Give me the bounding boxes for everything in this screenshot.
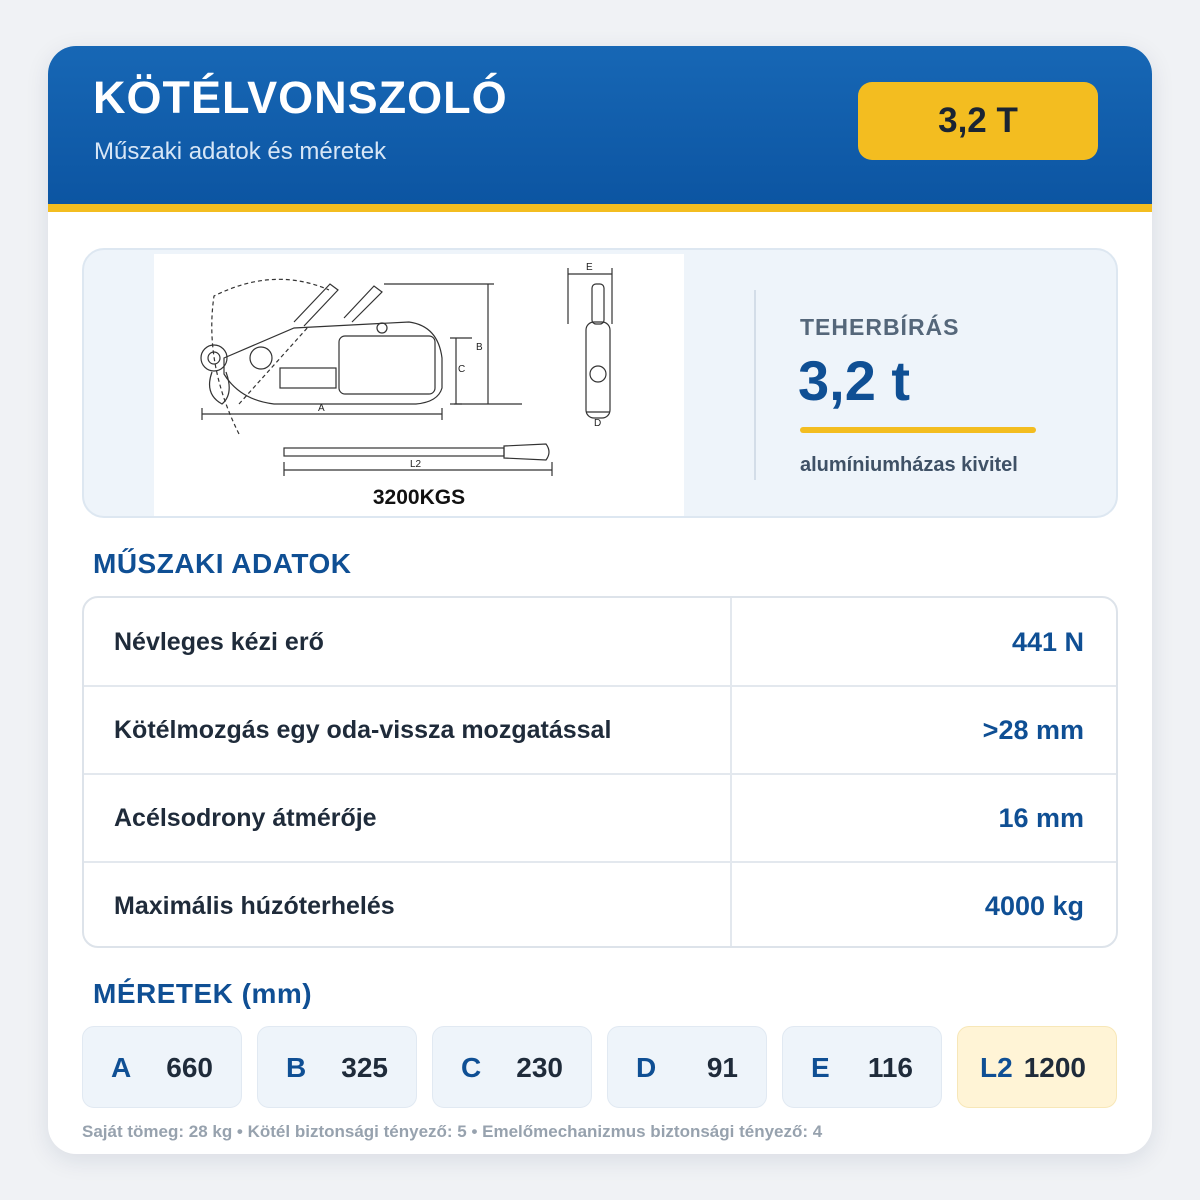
- drawing-caption: 3200KGS: [372, 486, 466, 509]
- dimension-chip-d: [607, 1026, 767, 1108]
- spec-value: >28 mm: [982, 715, 1084, 745]
- dimension-key: E: [811, 1052, 830, 1083]
- dimension-key: A: [111, 1052, 132, 1083]
- dimension-label-d: D: [594, 418, 602, 429]
- dimension-chip-c: [432, 1026, 592, 1108]
- dimension-value: 91: [706, 1052, 738, 1083]
- spec-label: Maximális húzóterhelés: [114, 892, 395, 920]
- dimension-key: C: [461, 1052, 482, 1083]
- lever-handle-2: [344, 286, 382, 322]
- lever-swing-arc: [212, 279, 329, 434]
- spec-label: Acélsodrony átmérője: [114, 804, 377, 832]
- dimensions-section-title: MÉRETEK (mm): [93, 978, 313, 1009]
- spec-value: 16 mm: [998, 803, 1084, 833]
- hoist-body: [224, 322, 442, 404]
- table-row: [84, 862, 1116, 948]
- capacity-underline: [800, 427, 1036, 433]
- body-panel: [339, 336, 435, 394]
- dimension-label-e: E: [586, 262, 593, 273]
- side-view-lever: [592, 284, 604, 324]
- dimension-chip-a: [82, 1026, 242, 1108]
- dimension-key: B: [286, 1052, 307, 1083]
- footnote: Saját tömeg: 28 kg • Kötél biztonsági tényező: 5 • Emelőmechanizmus biztonsági tényező: 4: [82, 1122, 823, 1141]
- dimension-chip-e: [782, 1026, 942, 1108]
- specs-section-title: MŰSZAKI ADATOK: [93, 548, 352, 579]
- side-view-pulley: [590, 366, 606, 382]
- swing-guide-line: [239, 326, 309, 404]
- dimension-key: D: [636, 1052, 657, 1083]
- hoist-drawing-svg: [154, 254, 684, 516]
- dimension-key: L2: [980, 1052, 1013, 1083]
- dimension-label-b: B: [476, 342, 483, 353]
- lever-handle-1: [294, 284, 338, 326]
- spec-label: Kötélmozgás egy oda-vissza mozgatással: [114, 716, 612, 744]
- dimension-chip-l2: [957, 1026, 1117, 1108]
- dimension-value: 116: [867, 1052, 913, 1083]
- dimension-label-l2: L2: [410, 459, 422, 470]
- extension-handle: [284, 448, 504, 456]
- capacity-label: TEHERBÍRÁS: [800, 314, 960, 340]
- technical-drawing: [154, 254, 684, 516]
- hero-divider: [754, 290, 756, 480]
- dimension-label-a: A: [318, 403, 325, 414]
- dimension-chip-b: [257, 1026, 417, 1108]
- name-plate: [280, 368, 336, 388]
- dimension-value: 230: [516, 1052, 563, 1083]
- specs-table: [82, 596, 1118, 948]
- table-row: [84, 598, 1116, 686]
- dimension-value: 1200: [1023, 1052, 1086, 1083]
- table-row: [84, 686, 1116, 774]
- dimension-value: 325: [341, 1052, 388, 1083]
- bolt: [377, 323, 387, 333]
- header-banner: [48, 46, 1152, 204]
- page-title: KÖTÉLVONSZOLÓ: [93, 72, 508, 123]
- capacity-badge: 3,2 T: [858, 82, 1098, 160]
- page-subtitle: Műszaki adatok és méretek: [94, 138, 387, 165]
- pulley-wheel: [250, 347, 272, 369]
- spec-label: Névleges kézi erő: [114, 628, 324, 656]
- spec-value: 441 N: [1011, 627, 1084, 657]
- table-row: [84, 774, 1116, 862]
- capacity-note: alumíniumházas kivitel: [800, 454, 1018, 476]
- side-view-body: [586, 322, 610, 418]
- hero-panel: [82, 248, 1118, 518]
- capacity-value: 3,2 t: [798, 349, 911, 412]
- product-card: [48, 46, 1152, 1154]
- handle-grip: [504, 444, 549, 460]
- header-accent-stripe: [48, 204, 1152, 212]
- dimension-value: 660: [166, 1052, 213, 1083]
- spec-value: 4000 kg: [984, 891, 1084, 921]
- dimension-label-c: C: [458, 364, 466, 375]
